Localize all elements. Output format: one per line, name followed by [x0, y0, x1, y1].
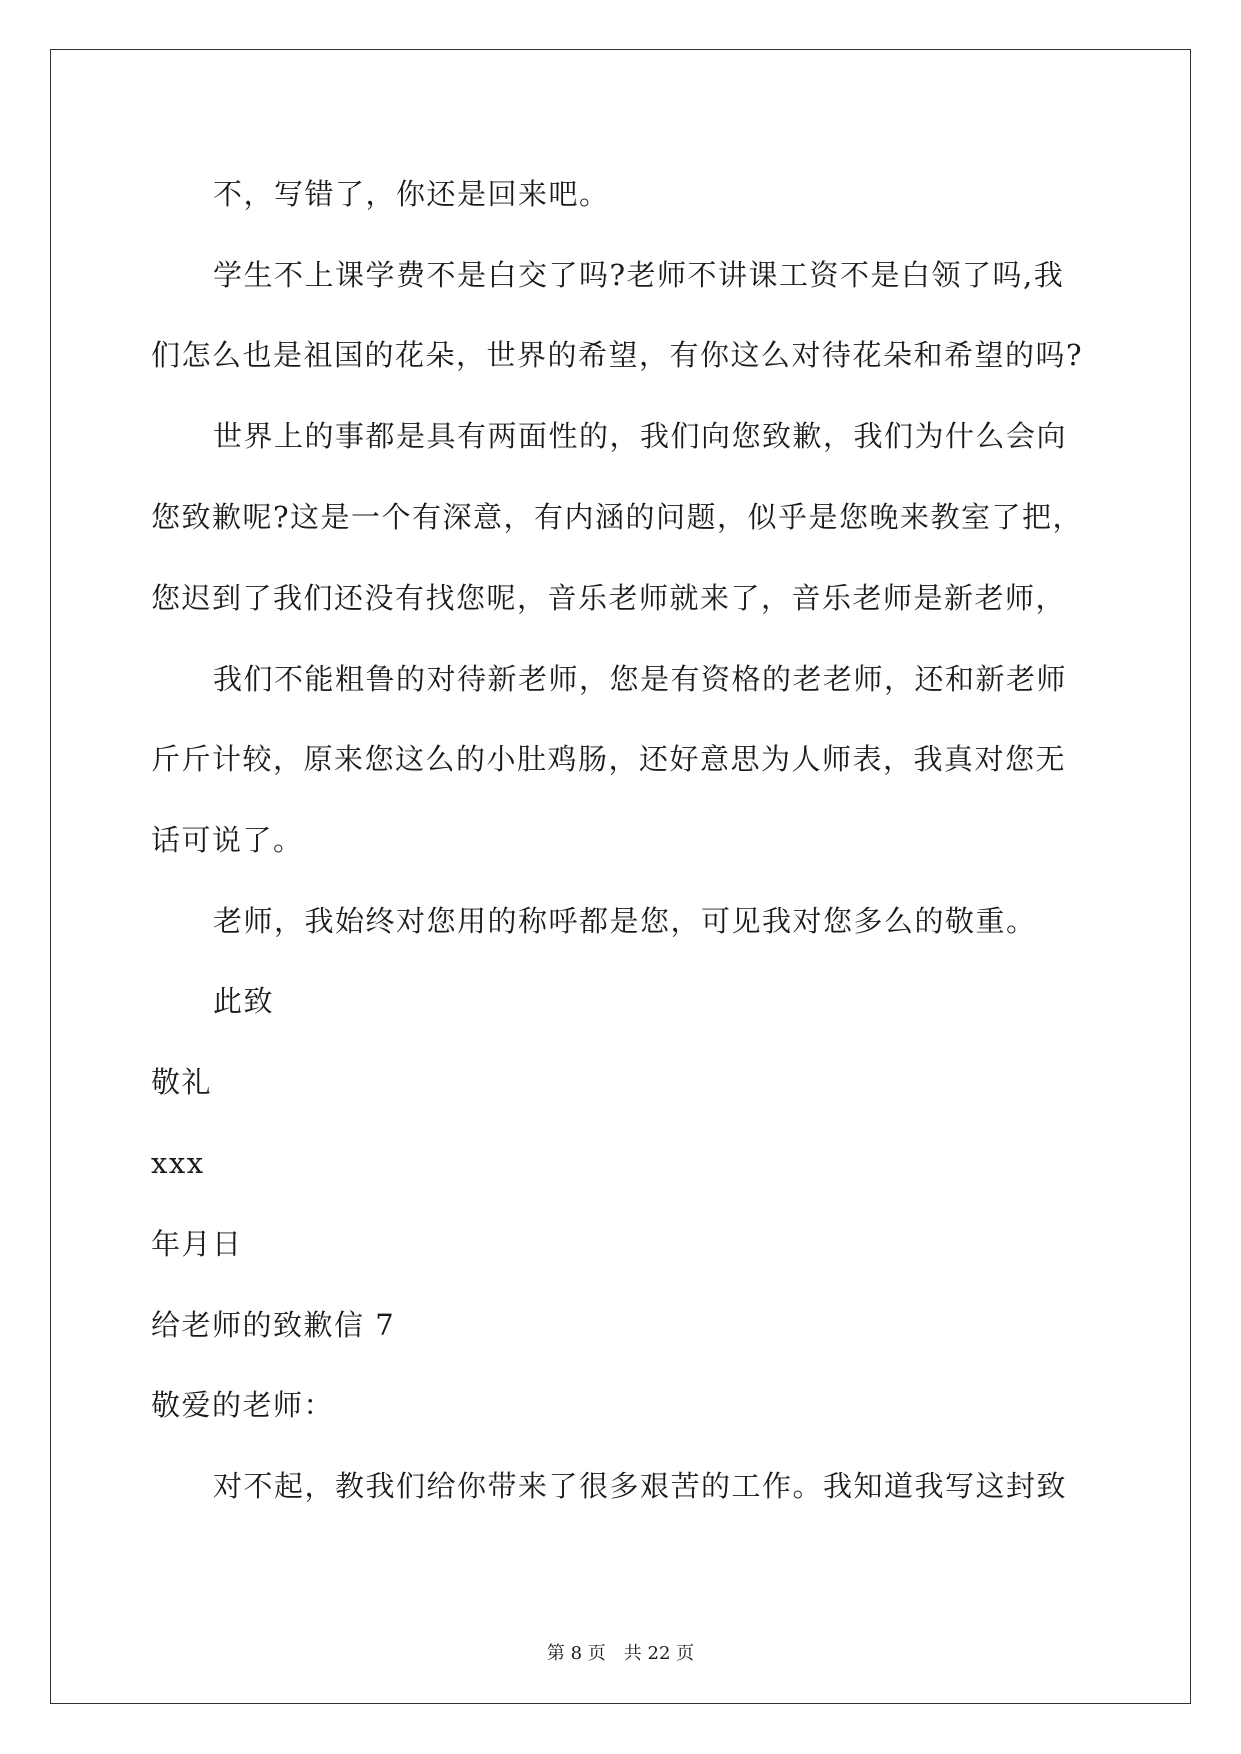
- paragraph-line: 对不起，教我们给你带来了很多艰苦的工作。我知道我写这封致: [213, 1469, 1068, 1503]
- paragraph-line: 您致歉呢?这是一个有深意，有内涵的问题，似乎是您晚来教室了把，: [151, 500, 1084, 534]
- paragraph-line: 老师，我始终对您用的称呼都是您，可见我对您多么的敬重。: [213, 904, 1037, 938]
- paragraph-line: 您迟到了我们还没有找您呢，音乐老师就来了，音乐老师是新老师，: [151, 581, 1067, 615]
- paragraph-line: 世界上的事都是具有两面性的，我们向您致歉，我们为什么会向: [213, 419, 1068, 453]
- closing-regards: 敬礼: [151, 1065, 213, 1099]
- date-line: 年月日: [151, 1227, 243, 1261]
- paragraph-line: 我们不能粗鲁的对待新老师，您是有资格的老老师，还和新老师: [213, 662, 1068, 696]
- page-number: 第 8 页: [546, 1643, 606, 1664]
- paragraph-line: 斤斤计较，原来您这么的小肚鸡肠，还好意思为人师表，我真对您无: [151, 742, 1067, 776]
- signature: xxx: [151, 1146, 205, 1180]
- paragraph-line: 学生不上课学费不是白交了吗?老师不讲课工资不是白领了吗,我: [213, 258, 1065, 292]
- section-title: 给老师的致歉信 7: [151, 1308, 396, 1342]
- paragraph-line: 们怎么也是祖国的花朵，世界的希望，有你这么对待花朵和希望的吗?: [151, 338, 1084, 372]
- page-footer: [0, 1645, 1241, 1663]
- letter-greeting: 敬爱的老师：: [151, 1388, 335, 1422]
- paragraph-line: 不，写错了，你还是回来吧。: [213, 177, 610, 211]
- page-total: 共 22 页: [623, 1643, 695, 1664]
- closing-salutation: 此致: [213, 984, 275, 1018]
- paragraph-line: 话可说了。: [151, 823, 304, 857]
